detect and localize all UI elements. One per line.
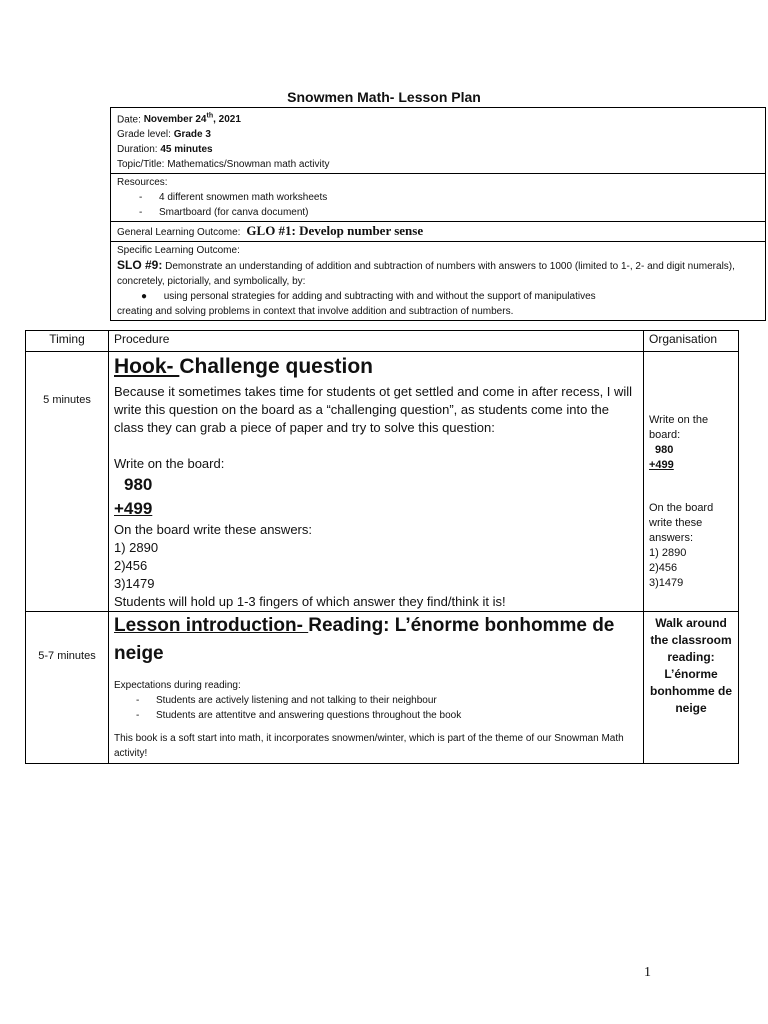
grade-value: Grade 3 <box>173 129 211 141</box>
resources-label: Resources: <box>117 177 168 189</box>
resources-section <box>111 174 765 222</box>
answer-3: 3)1479 <box>114 576 155 591</box>
resource-item: - Smartboard (for canva document) <box>139 207 309 219</box>
table-row <box>26 352 739 612</box>
expectation-item: - Students are attentitve and answering questions throughout the book <box>136 710 462 721</box>
answer-2: 2)456 <box>114 558 148 573</box>
header-procedure: Procedure <box>109 331 644 352</box>
lesson-heading: Lesson introduction- Reading: L’énorme bonhomme de neige <box>114 615 615 664</box>
number-499: +499 <box>114 499 153 518</box>
org-answer-1: 1) 2890 <box>649 547 687 559</box>
date-value: November 24 <box>143 114 207 126</box>
row1-organisation <box>644 352 739 612</box>
row2-timing: 5-7 minutes <box>26 612 109 764</box>
row1-timing: 5 minutes <box>26 352 109 612</box>
hook-closing: Students will hold up 1-3 fingers of which answer they find/think it is! <box>114 594 506 609</box>
row2-procedure <box>109 612 644 764</box>
lesson-details <box>111 108 765 174</box>
glo-value: GLO #1: Develop number sense <box>246 223 424 239</box>
duration-value: 45 minutes <box>160 144 213 156</box>
row1-procedure <box>109 352 644 612</box>
page-number: 1 <box>644 965 651 980</box>
table-header-row <box>26 331 739 352</box>
slo-text: Demonstrate an understanding of addition and subtraction of numbers with answers to 1000 (limited to 1-, 2- and digit numerals), concretely, pictorially, and symbolically, by: <box>117 261 735 288</box>
topic-title: Topic/Title: Mathematics/Snowman math activity <box>117 159 330 171</box>
slo-number: SLO #9: <box>117 258 163 273</box>
duration-label: Duration: <box>117 144 161 156</box>
glo-label: General Learning Outcome: <box>117 227 241 239</box>
date-label: Date: <box>117 114 144 126</box>
expectation-item: - Students are actively listening and not talking to their neighbour <box>136 695 437 706</box>
org-num2: +499 <box>649 459 674 471</box>
org-answer-3: 3)1479 <box>649 577 684 589</box>
hook-heading: Hook- Challenge question <box>114 355 374 378</box>
write-label: Write on the board: <box>114 456 225 471</box>
slo-bullet: ● using personal strategies for adding and subtracting with and without the support of manipulatives <box>141 291 596 303</box>
lesson-info-table <box>110 107 766 321</box>
org-write: Write on the board: <box>649 414 709 441</box>
grade-label: Grade level: <box>117 129 174 141</box>
date-suffix: th <box>206 113 214 120</box>
slo-section <box>111 242 765 320</box>
resource-item: - 4 different snowmen math worksheets <box>139 192 328 204</box>
org-walk-around: Walk around the classroom reading: L’énorme bonhomme de neige <box>649 616 732 715</box>
table-row <box>26 612 739 764</box>
org-num1: 980 <box>655 444 674 456</box>
org-answers: On the board write these answers: <box>649 502 714 544</box>
number-980: 980 <box>124 475 153 494</box>
header-organisation: Organisation <box>644 331 739 352</box>
expectations-label: Expectations during reading: <box>114 680 241 691</box>
header-timing: Timing <box>26 331 109 352</box>
glo-section <box>111 222 765 242</box>
slo-last-line: creating and solving problems in context that involve addition and subtraction of numbers. <box>117 306 514 318</box>
answers-label: On the board write these answers: <box>114 522 312 537</box>
document-title: Snowmen Math- Lesson Plan <box>287 89 481 105</box>
date-year: , 2021 <box>213 114 241 126</box>
procedure-table <box>25 330 739 764</box>
hook-paragraph: Because it sometimes takes time for students ot get settled and come in after recess, I will write this question on the board as a “challenging question”, as students come into the class they can grab a piece of paper and try to solve this question: <box>114 384 633 435</box>
org-answer-2: 2)456 <box>649 562 678 574</box>
row2-organisation <box>644 612 739 764</box>
slo-label: Specific Learning Outcome: <box>117 245 240 257</box>
answer-1: 1) 2890 <box>114 540 159 555</box>
reading-note: This book is a soft start into math, it incorporates snowmen/winter, which is part of the theme of our Snowman Math activity! <box>114 733 624 759</box>
